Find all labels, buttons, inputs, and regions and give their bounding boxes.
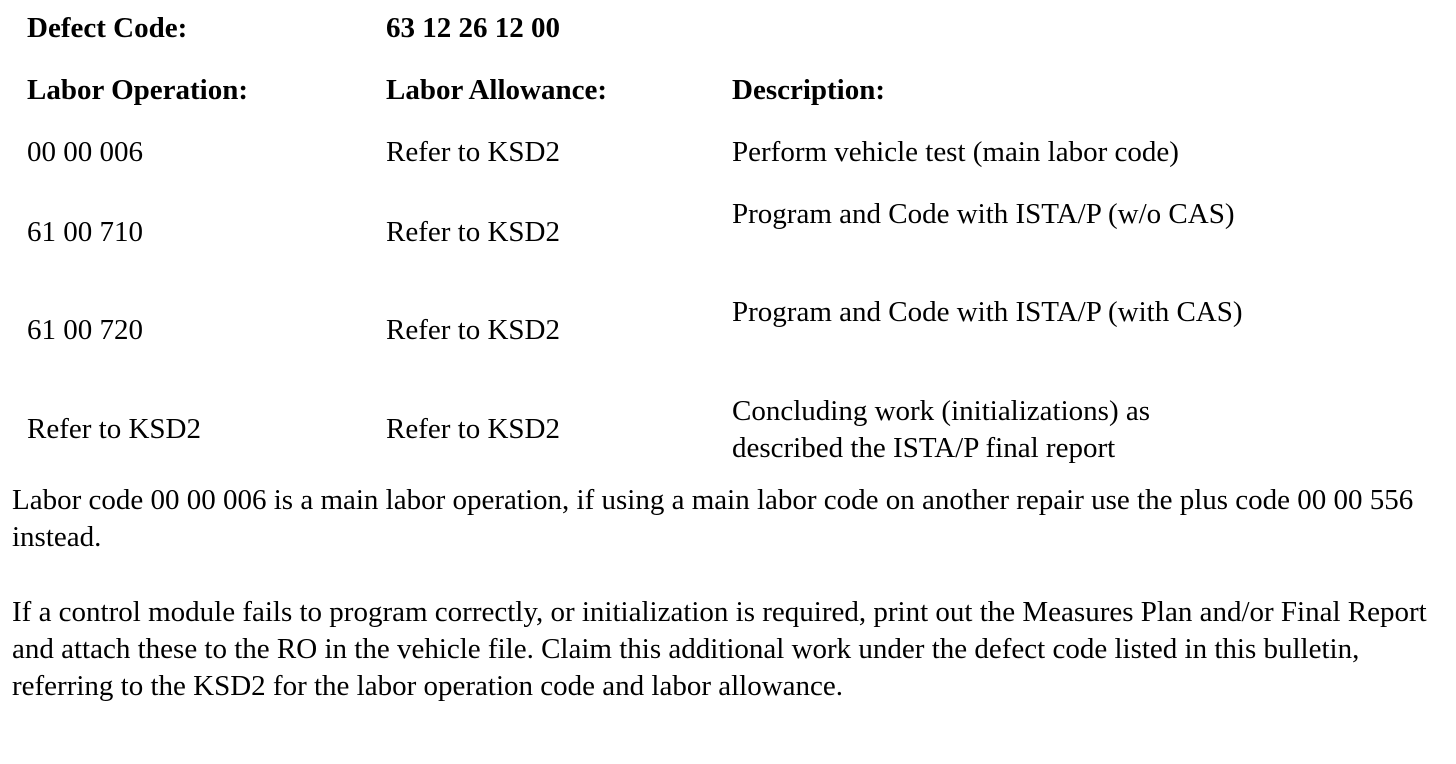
header-labor-operation: Labor Operation: xyxy=(27,74,248,106)
row-3-labor-allowance: Refer to KSD2 xyxy=(386,413,560,445)
header-labor-allowance: Labor Allowance: xyxy=(386,74,607,106)
row-2-labor-operation: 61 00 720 xyxy=(27,314,143,346)
row-0-description: Perform vehicle test (main labor code) xyxy=(732,136,1179,168)
row-3-labor-operation: Refer to KSD2 xyxy=(27,413,201,445)
defect-code-label: Defect Code: xyxy=(27,12,188,44)
row-2-labor-allowance: Refer to KSD2 xyxy=(386,314,560,346)
header-description: Description: xyxy=(732,74,886,106)
row-1-labor-allowance: Refer to KSD2 xyxy=(386,216,560,248)
row-0-labor-operation: 00 00 006 xyxy=(27,136,143,168)
defect-code-value: 63 12 26 12 00 xyxy=(386,12,560,44)
row-1-description: Program and Code with ISTA/P (w/o CAS) xyxy=(732,198,1235,230)
note-main-labor-code: Labor code 00 00 006 is a main labor operation, if using a main labor code on another repair use the plus code 00 00 556 instead. xyxy=(12,484,1414,553)
row-3-description: Concluding work (initializations) as described the ISTA/P final report xyxy=(732,395,1151,464)
row-2-description: Program and Code with ISTA/P (with CAS) xyxy=(732,296,1243,328)
row-0-labor-allowance: Refer to KSD2 xyxy=(386,136,560,168)
row-1-labor-operation: 61 00 710 xyxy=(27,216,143,248)
note-control-module: If a control module fails to program correctly, or initialization is required, print out the Measures Plan and/or Final Report and attach these to the RO in the vehicle file. Claim this additional work under the defect code listed in this bulletin, referring to the KSD2 for the labor operation code and labor allowance. xyxy=(12,596,1427,702)
